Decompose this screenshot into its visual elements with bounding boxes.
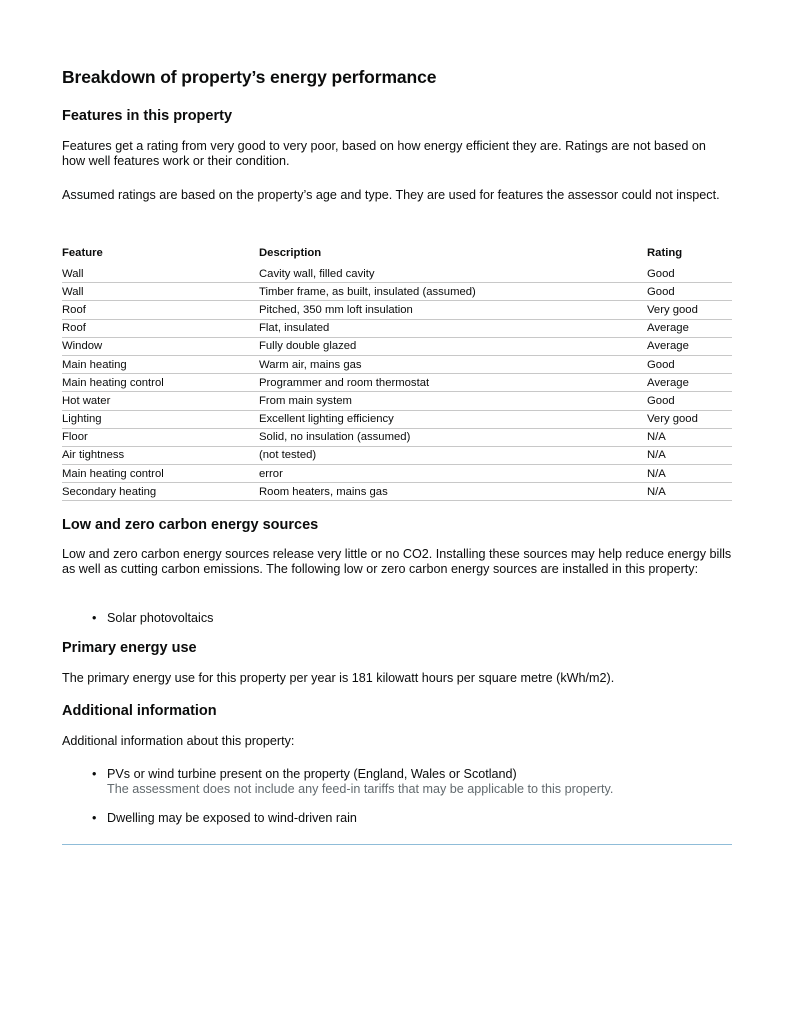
rating-cell: Very good (647, 410, 732, 428)
column-header-description: Description (259, 247, 322, 259)
page-title: Breakdown of property’s energy performance (62, 67, 437, 87)
table-row (62, 410, 732, 428)
feature-cell: Main heating (62, 355, 259, 373)
table-row (62, 428, 732, 446)
table-row (62, 446, 732, 464)
low-carbon-text: Low and zero carbon energy sources release very little or no CO2. Installing these sources may help reduce energy bills as well as cutting carbon emissions. The following low or zero carbon energy sources are installed in this property: (62, 547, 732, 576)
rating-cell: N/A (647, 465, 732, 483)
description-cell: Flat, insulated (259, 319, 647, 337)
feature-cell: Air tightness (62, 446, 259, 464)
description-cell: Warm air, mains gas (259, 355, 647, 373)
table-row (62, 337, 732, 355)
rating-cell: N/A (647, 428, 732, 446)
rating-cell: Good (647, 283, 732, 301)
feature-cell: Floor (62, 428, 259, 446)
table-row (62, 392, 732, 410)
description-cell: Fully double glazed (259, 337, 647, 355)
additional-info-text: Additional information about this property: (62, 734, 295, 748)
list-item-text: Solar photovoltaics (107, 611, 214, 625)
additional-info-list (62, 767, 613, 826)
rating-cell: Average (647, 337, 732, 355)
description-cell: Timber frame, as built, insulated (assumed) (259, 283, 647, 301)
bullet-icon: • (92, 811, 97, 825)
additional-info-heading: Additional information (62, 703, 217, 719)
table-row (62, 265, 732, 283)
feature-cell: Lighting (62, 410, 259, 428)
list-item-text: PVs or wind turbine present on the property (England, Wales or Scotland) (107, 767, 517, 781)
low-carbon-list (62, 611, 213, 626)
table-row (62, 319, 732, 337)
feature-cell: Secondary heating (62, 483, 259, 501)
feature-cell: Window (62, 337, 259, 355)
rating-cell: N/A (647, 483, 732, 501)
table-row (62, 465, 732, 483)
bullet-icon: • (92, 767, 97, 781)
description-cell: Room heaters, mains gas (259, 483, 647, 501)
section-divider (62, 844, 732, 845)
features-intro-1: Features get a rating from very good to very poor, based on how energy efficient they are. Ratings are not based on how well features work or their condition. (62, 139, 706, 168)
table-row (62, 483, 732, 501)
features-heading: Features in this property (62, 108, 233, 124)
table-row (62, 301, 732, 319)
description-cell: Pitched, 350 mm loft insulation (259, 301, 647, 319)
list-item (62, 611, 213, 626)
feature-cell: Roof (62, 301, 259, 319)
rating-cell: Good (647, 392, 732, 410)
list-item (62, 767, 613, 797)
rating-cell: Average (647, 319, 732, 337)
feature-cell: Main heating control (62, 374, 259, 392)
features-table (62, 241, 732, 501)
feature-cell: Wall (62, 265, 259, 283)
description-cell: Cavity wall, filled cavity (259, 265, 647, 283)
list-item-note: The assessment does not include any feed-in tariffs that may be applicable to this property. (107, 782, 614, 796)
description-cell: Excellent lighting efficiency (259, 410, 647, 428)
list-item (62, 811, 613, 826)
table-row (62, 374, 732, 392)
primary-energy-text: The primary energy use for this property per year is 181 kilowatt hours per square metre (kWh/m2). (62, 671, 615, 685)
description-cell: Solid, no insulation (assumed) (259, 428, 647, 446)
feature-cell: Hot water (62, 392, 259, 410)
column-header-rating: Rating (647, 247, 683, 259)
rating-cell: Very good (647, 301, 732, 319)
table-header-row (62, 241, 732, 265)
rating-cell: Average (647, 374, 732, 392)
description-cell: error (259, 465, 647, 483)
table-row (62, 355, 732, 373)
rating-cell: Good (647, 265, 732, 283)
table-row (62, 283, 732, 301)
feature-cell: Wall (62, 283, 259, 301)
low-carbon-heading: Low and zero carbon energy sources (62, 517, 319, 533)
list-item-text: Dwelling may be exposed to wind-driven rain (107, 811, 357, 825)
features-intro-2: Assumed ratings are based on the property’s age and type. They are used for features the assessor could not inspect. (62, 188, 720, 202)
description-cell: (not tested) (259, 446, 647, 464)
description-cell: Programmer and room thermostat (259, 374, 647, 392)
description-cell: From main system (259, 392, 647, 410)
feature-cell: Main heating control (62, 465, 259, 483)
feature-cell: Roof (62, 319, 259, 337)
column-header-feature: Feature (62, 247, 103, 259)
rating-cell: Good (647, 355, 732, 373)
bullet-icon: • (92, 611, 97, 625)
rating-cell: N/A (647, 446, 732, 464)
primary-energy-heading: Primary energy use (62, 640, 197, 656)
